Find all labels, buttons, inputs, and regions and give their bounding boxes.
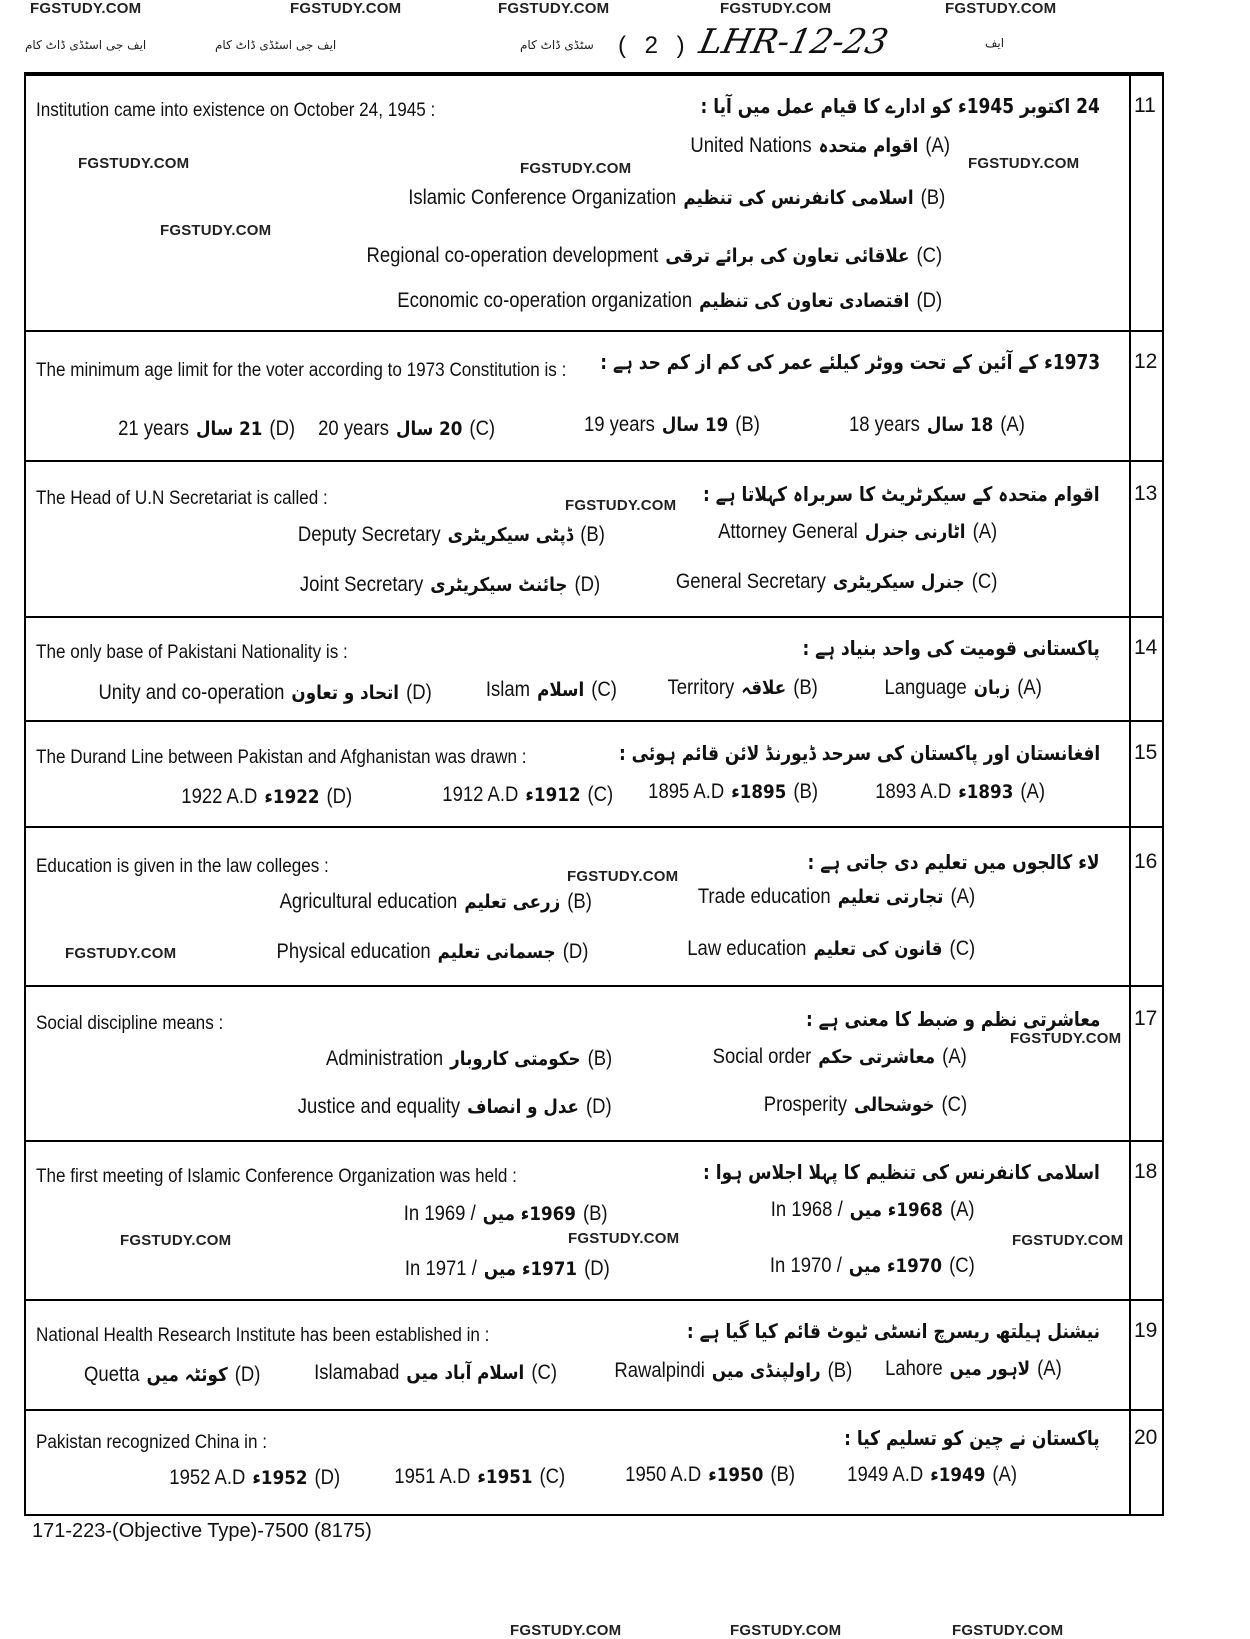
option-text-english: 19 years bbox=[584, 413, 655, 436]
option-letter: (B) bbox=[827, 1359, 852, 1382]
option-text-english: Islamabad bbox=[314, 1361, 400, 1384]
option-letter: (B) bbox=[735, 413, 760, 436]
option-text-english: Prosperity bbox=[763, 1093, 847, 1116]
question-text-english: Social discipline means : bbox=[36, 1013, 224, 1034]
option-letter: (C) bbox=[591, 678, 617, 701]
watermark: FGSTUDY.COM bbox=[565, 497, 677, 514]
question-number: 14 bbox=[1134, 636, 1158, 659]
option-letter: (D) bbox=[314, 1466, 340, 1489]
option-text-english: Territory bbox=[667, 676, 735, 699]
option-d bbox=[99, 681, 432, 705]
option-letter: (A) bbox=[972, 520, 997, 543]
option-text-english: Quetta bbox=[83, 1363, 140, 1386]
option-b bbox=[408, 186, 945, 210]
option-letter: (D) bbox=[269, 417, 295, 440]
option-d bbox=[405, 1257, 610, 1281]
option-text-urdu: 1952ء bbox=[252, 1467, 308, 1489]
option-text-english: Economic co-operation organization bbox=[397, 289, 693, 312]
watermark: FGSTUDY.COM bbox=[510, 1622, 622, 1639]
option-a bbox=[875, 780, 1045, 804]
option-text-urdu: لاہور میں bbox=[949, 1358, 1031, 1380]
option-b bbox=[668, 676, 818, 700]
question-text-english: The Durand Line between Pakistan and Afghanistan was drawn : bbox=[36, 747, 527, 768]
option-text-english: 1895 A.D bbox=[648, 780, 725, 803]
option-text-english: 1951 A.D bbox=[394, 1465, 471, 1488]
question-text-english: Pakistan recognized China in : bbox=[36, 1432, 267, 1453]
option-a bbox=[885, 1357, 1062, 1381]
watermark: FGSTUDY.COM bbox=[567, 868, 679, 885]
question-text-english: Institution came into existence on October 24, 1945 : bbox=[36, 100, 436, 121]
option-text-english: 1922 A.D bbox=[181, 785, 258, 808]
option-letter: (C) bbox=[539, 1465, 565, 1488]
option-letter: (C) bbox=[469, 417, 495, 440]
option-text-urdu: اٹارنی جنرل bbox=[864, 521, 966, 543]
option-text-urdu: 1951ء bbox=[477, 1466, 533, 1488]
watermark: FGSTUDY.COM bbox=[120, 1232, 232, 1249]
option-d bbox=[169, 1466, 340, 1490]
option-letter: (A) bbox=[992, 1463, 1017, 1486]
option-text-urdu: علاقائی تعاون کی برائے ترقی bbox=[665, 245, 910, 267]
option-text-english: Administration bbox=[325, 1047, 443, 1070]
watermark: FGSTUDY.COM bbox=[290, 0, 402, 17]
option-text-urdu: اقتصادی تعاون کی تنظیم bbox=[699, 290, 910, 312]
option-letter: (D) bbox=[916, 289, 942, 312]
question-text-english: Education is given in the law colleges : bbox=[36, 856, 329, 877]
option-d bbox=[181, 785, 352, 809]
option-letter: (A) bbox=[925, 134, 950, 157]
question-text-urdu: اسلامی کانفرنس کی تنظیم کا پہلا اجلاس ہوا : bbox=[703, 1160, 1100, 1184]
option-text-english: Rawalpindi bbox=[614, 1359, 705, 1382]
option-letter: (D) bbox=[574, 573, 600, 596]
option-letter: (C) bbox=[531, 1361, 557, 1384]
option-text-english: In 1971 / bbox=[405, 1257, 478, 1280]
option-letter: (B) bbox=[770, 1463, 795, 1486]
question-number: 17 bbox=[1134, 1007, 1158, 1030]
option-c bbox=[314, 1361, 557, 1385]
question-text-urdu: افغانستان اور پاکستان کی سرحد ڈیورنڈ لائن قائم ہوئی : bbox=[618, 741, 1100, 765]
watermark-urdu: ایف جی اسٹڈی ڈاٹ کام bbox=[215, 38, 337, 52]
question-text-urdu: معاشرتی نظم و ضبط کا معنی ہے : bbox=[805, 1007, 1100, 1031]
option-b bbox=[614, 1359, 852, 1383]
option-text-english: 1893 A.D bbox=[875, 780, 952, 803]
option-text-english: General Secretary bbox=[675, 570, 826, 593]
option-text-english: Lahore bbox=[885, 1357, 943, 1380]
option-c bbox=[687, 937, 975, 961]
question-number: 18 bbox=[1134, 1160, 1158, 1183]
option-text-urdu: 1912ء bbox=[525, 784, 581, 806]
option-b bbox=[648, 780, 818, 804]
option-letter: (D) bbox=[406, 681, 432, 704]
option-letter: (D) bbox=[326, 785, 352, 808]
option-letter: (B) bbox=[583, 1202, 608, 1225]
option-a bbox=[718, 520, 997, 544]
option-text-english: Unity and co-operation bbox=[98, 681, 285, 704]
option-letter: (C) bbox=[916, 244, 942, 267]
option-letter: (C) bbox=[949, 1254, 975, 1277]
handwritten-code: LHR-12-23 bbox=[695, 22, 892, 62]
option-text-english: Attorney General bbox=[717, 520, 858, 543]
option-text-urdu: 1968ء میں bbox=[850, 1199, 944, 1221]
option-c bbox=[764, 1093, 967, 1117]
option-a bbox=[690, 134, 950, 158]
option-text-urdu: 1969ء میں bbox=[483, 1203, 577, 1225]
option-d bbox=[276, 940, 588, 964]
option-c bbox=[442, 783, 613, 807]
option-letter: (C) bbox=[971, 570, 997, 593]
watermark-urdu: ایف bbox=[985, 36, 1005, 50]
option-text-urdu: حکومتی کاروبار bbox=[449, 1048, 581, 1070]
watermark: FGSTUDY.COM bbox=[568, 1230, 680, 1247]
option-d bbox=[397, 289, 942, 313]
question-number: 11 bbox=[1134, 94, 1156, 117]
option-letter: (D) bbox=[234, 1363, 260, 1386]
option-letter: (B) bbox=[587, 1047, 612, 1070]
option-text-english: 1912 A.D bbox=[442, 783, 519, 806]
option-c bbox=[318, 417, 495, 441]
option-text-urdu: جنرل سیکریٹری bbox=[832, 571, 965, 593]
option-text-urdu: زبان bbox=[973, 677, 1011, 699]
question-number: 15 bbox=[1134, 741, 1158, 764]
watermark: FGSTUDY.COM bbox=[65, 945, 177, 962]
option-letter: (B) bbox=[793, 780, 818, 803]
option-text-english: Justice and equality bbox=[298, 1095, 461, 1118]
option-d bbox=[118, 417, 295, 441]
option-letter: (A) bbox=[942, 1045, 967, 1068]
option-text-english: Language bbox=[884, 676, 967, 699]
option-text-urdu: 18 سال bbox=[926, 414, 994, 436]
question-number: 12 bbox=[1134, 350, 1158, 373]
option-c bbox=[366, 244, 942, 268]
option-letter: (C) bbox=[587, 783, 613, 806]
option-text-urdu: 1895ء bbox=[731, 781, 787, 803]
option-letter: (B) bbox=[567, 890, 592, 913]
option-text-urdu: 1949ء bbox=[930, 1464, 986, 1486]
option-text-english: 18 years bbox=[849, 413, 920, 436]
option-text-urdu: راولپنڈی میں bbox=[711, 1360, 821, 1382]
option-text-urdu: 19 سال bbox=[661, 414, 729, 436]
question-text-urdu: پاکستانی قومیت کی واحد بنیاد ہے : bbox=[802, 636, 1100, 660]
option-letter: (C) bbox=[941, 1093, 967, 1116]
question-text-urdu: نیشنل ہیلتھ ریسرچ انسٹی ٹیوٹ قائم کیا گیا ہے : bbox=[686, 1319, 1100, 1343]
watermark: FGSTUDY.COM bbox=[968, 155, 1080, 172]
option-b bbox=[298, 523, 605, 547]
option-text-urdu: علاقہ bbox=[741, 677, 787, 699]
watermark: FGSTUDY.COM bbox=[945, 0, 1057, 17]
option-text-urdu: 1970ء میں bbox=[849, 1255, 943, 1277]
option-d bbox=[300, 573, 600, 597]
option-a bbox=[849, 413, 1025, 437]
option-text-english: In 1970 / bbox=[770, 1254, 843, 1277]
question-text-urdu: پاکستان نے چین کو تسلیم کیا : bbox=[844, 1426, 1100, 1450]
question-row-14 bbox=[26, 618, 1162, 722]
option-text-english: Islam bbox=[485, 678, 531, 701]
option-b bbox=[280, 890, 592, 914]
option-letter: (D) bbox=[586, 1095, 612, 1118]
option-text-english: In 1969 / bbox=[404, 1202, 477, 1225]
question-number: 13 bbox=[1134, 482, 1158, 505]
option-letter: (A) bbox=[950, 885, 975, 908]
option-text-english: Physical education bbox=[276, 940, 431, 963]
option-text-urdu: اقوام متحدہ bbox=[818, 135, 919, 157]
question-number: 16 bbox=[1134, 850, 1158, 873]
watermark: FGSTUDY.COM bbox=[78, 155, 190, 172]
option-text-urdu: اتحاد و تعاون bbox=[291, 682, 400, 704]
option-text-urdu: کوئٹہ میں bbox=[146, 1364, 228, 1386]
option-text-english: United Nations bbox=[690, 134, 812, 157]
option-letter: (D) bbox=[562, 940, 588, 963]
option-text-urdu: 1971ء میں bbox=[484, 1258, 578, 1280]
option-letter: (A) bbox=[950, 1198, 975, 1221]
question-row-15 bbox=[26, 722, 1162, 828]
watermark: FGSTUDY.COM bbox=[498, 0, 610, 17]
question-text-urdu: لاء کالجوں میں تعلیم دی جاتی ہے : bbox=[807, 850, 1100, 874]
option-text-english: Regional co-operation development bbox=[366, 244, 659, 267]
option-a bbox=[771, 1198, 975, 1222]
question-text-urdu: 24 اکتوبر 1945ء کو ادارے کا قیام عمل میں آیا : bbox=[700, 94, 1100, 118]
option-text-english: 1952 A.D bbox=[169, 1466, 246, 1489]
option-letter: (A) bbox=[1020, 780, 1045, 803]
question-row-19 bbox=[26, 1301, 1162, 1411]
option-text-english: 1949 A.D bbox=[847, 1463, 924, 1486]
option-letter: (C) bbox=[949, 937, 975, 960]
option-text-urdu: اسلام bbox=[537, 679, 585, 701]
option-text-urdu: خوشحالی bbox=[853, 1094, 935, 1116]
option-b bbox=[326, 1047, 612, 1071]
option-text-english: 1950 A.D bbox=[625, 1463, 702, 1486]
option-text-english: Social order bbox=[712, 1045, 812, 1068]
watermark: FGSTUDY.COM bbox=[520, 160, 632, 177]
option-text-urdu: 1922ء bbox=[264, 786, 320, 808]
option-text-english: Law education bbox=[687, 937, 807, 960]
watermark-urdu: سٹڈی ڈاٹ کام bbox=[520, 38, 594, 52]
option-text-urdu: جائنٹ سیکریٹری bbox=[430, 574, 568, 596]
option-text-english: Joint Secretary bbox=[299, 573, 424, 596]
watermark: FGSTUDY.COM bbox=[952, 1622, 1064, 1639]
option-text-english: In 1968 / bbox=[771, 1198, 844, 1221]
question-text-english: The Head of U.N Secretariat is called : bbox=[36, 488, 328, 509]
option-letter: (B) bbox=[580, 523, 605, 546]
option-text-urdu: 21 سال bbox=[195, 418, 263, 440]
question-text-english: The only base of Pakistani Nationality is : bbox=[36, 642, 348, 663]
option-letter: (A) bbox=[1017, 676, 1042, 699]
question-number: 20 bbox=[1134, 1426, 1158, 1449]
option-text-english: Trade education bbox=[697, 885, 831, 908]
option-text-urdu: عدل و انصاف bbox=[467, 1096, 580, 1118]
option-b bbox=[404, 1202, 608, 1226]
option-letter: (A) bbox=[1037, 1357, 1062, 1380]
watermark: FGSTUDY.COM bbox=[730, 1622, 842, 1639]
question-text-urdu: 1973ء کے آئین کے تحت ووٹر کیلئے عمر کی کم از کم حد ہے : bbox=[600, 350, 1100, 374]
option-letter: (B) bbox=[920, 186, 945, 209]
option-b bbox=[584, 413, 760, 437]
option-c bbox=[675, 570, 997, 594]
watermark: FGSTUDY.COM bbox=[1012, 1232, 1124, 1249]
option-a bbox=[698, 885, 975, 909]
option-c bbox=[394, 1465, 565, 1489]
question-number: 19 bbox=[1134, 1319, 1158, 1342]
option-text-english: Deputy Secretary bbox=[297, 523, 441, 546]
option-text-english: Agricultural education bbox=[279, 890, 458, 913]
option-text-english: Islamic Conference Organization bbox=[407, 186, 677, 209]
question-text-urdu: اقوام متحدہ کے سیکرٹریٹ کا سربراہ کہلاتا ہے : bbox=[703, 482, 1100, 506]
option-text-urdu: جسمانی تعلیم bbox=[437, 941, 556, 963]
option-text-urdu: 20 سال bbox=[395, 418, 463, 440]
option-letter: (D) bbox=[584, 1257, 610, 1280]
option-text-urdu: اسلامی کانفرنس کی تنظیم bbox=[683, 187, 914, 209]
option-text-urdu: 1950ء bbox=[708, 1464, 764, 1486]
option-c bbox=[770, 1254, 975, 1278]
option-c bbox=[486, 678, 617, 702]
watermark: FGSTUDY.COM bbox=[720, 0, 832, 17]
option-text-urdu: معاشرتی حکم bbox=[818, 1046, 936, 1068]
watermark: FGSTUDY.COM bbox=[30, 0, 142, 17]
question-text-english: National Health Research Institute has been established in : bbox=[36, 1325, 490, 1346]
option-text-urdu: 1893ء bbox=[958, 781, 1014, 803]
paper-code: 171-223-(Objective Type)-7500 (8175) bbox=[32, 1520, 372, 1542]
option-b bbox=[625, 1463, 795, 1487]
option-text-urdu: ڈپٹی سیکریٹری bbox=[447, 524, 574, 546]
option-letter: (A) bbox=[1000, 413, 1025, 436]
option-letter: (B) bbox=[793, 676, 818, 699]
option-text-urdu: تجارتی تعلیم bbox=[837, 886, 944, 908]
question-text-english: The minimum age limit for the voter according to 1973 Constitution is : bbox=[36, 360, 567, 381]
page-number: ( 2 ) bbox=[618, 32, 691, 59]
option-text-english: 20 years bbox=[318, 417, 389, 440]
option-a bbox=[885, 676, 1042, 700]
watermark: FGSTUDY.COM bbox=[160, 222, 272, 239]
option-d bbox=[84, 1363, 260, 1387]
option-text-urdu: زرعی تعلیم bbox=[464, 891, 561, 913]
watermark: FGSTUDY.COM bbox=[1010, 1030, 1122, 1047]
option-text-urdu: قانون کی تعلیم bbox=[813, 938, 943, 960]
option-d bbox=[298, 1095, 612, 1119]
option-text-english: 21 years bbox=[118, 417, 189, 440]
option-text-urdu: اسلام آباد میں bbox=[406, 1362, 525, 1384]
option-a bbox=[847, 1463, 1017, 1487]
option-a bbox=[713, 1045, 967, 1069]
question-text-english: The first meeting of Islamic Conference Organization was held : bbox=[36, 1166, 517, 1187]
watermark-urdu: ایف جی اسٹڈی ڈاٹ کام bbox=[25, 38, 147, 52]
